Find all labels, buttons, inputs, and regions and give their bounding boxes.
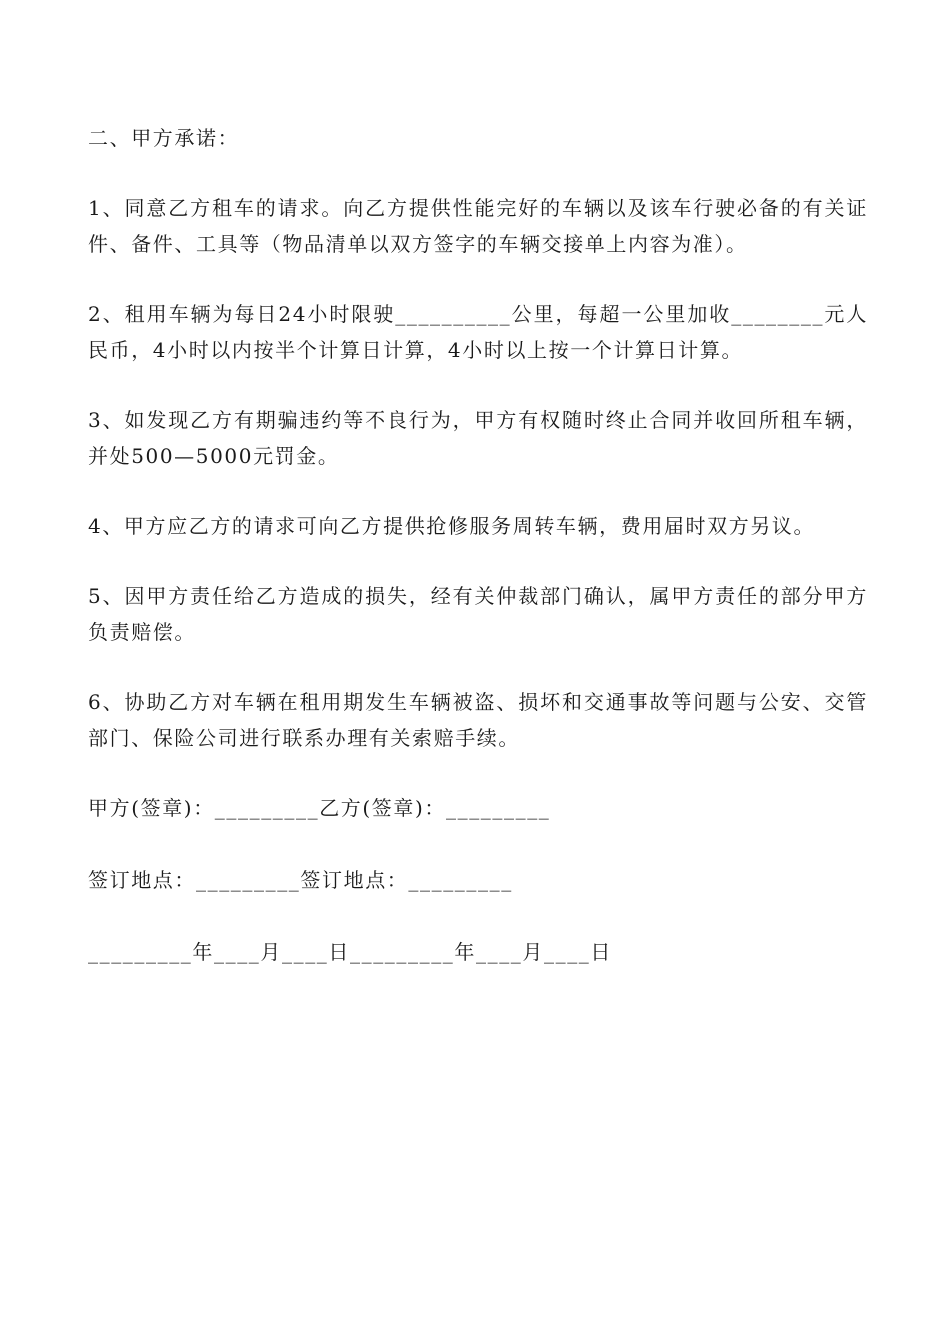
clause-6: 6、协助乙方对车辆在租用期发生车辆被盗、损坏和交通事故等问题与公安、交管部门、保险公司进行联系办理有关索赔手续。 xyxy=(88,690,868,750)
clause-5: 5、因甲方责任给乙方造成的损失，经有关仲裁部门确认，属甲方责任的部分甲方负责赔偿。 xyxy=(88,584,868,644)
signature-line: 甲方(签章)：_________乙方(签章)：_________ xyxy=(88,796,551,820)
clause-2: 2、租用车辆为每日24小时限驶__________公里，每超一公里加收________元人民币，4小时以内按半个计算日计算，4小时以上按一个计算日计算。 xyxy=(88,302,868,362)
clause-4: 4、甲方应乙方的请求可向乙方提供抢修服务周转车辆，费用届时双方另议。 xyxy=(88,514,816,538)
signing-place-line: 签订地点：_________签订地点：_________ xyxy=(88,868,513,892)
section-heading: 二、甲方承诺： xyxy=(88,126,240,150)
clause-1: 1、同意乙方租车的请求。向乙方提供性能完好的车辆以及该车行驶必备的有关证件、备件、工具等（物品清单以双方签字的车辆交接单上内容为准）。 xyxy=(88,196,868,256)
date-line: _________年____月____日_________年____月____日 xyxy=(88,940,612,964)
document-body xyxy=(88,120,868,1006)
clause-3: 3、如发现乙方有期骗违约等不良行为，甲方有权随时终止合同并收回所租车辆，并处500—5000元罚金。 xyxy=(88,408,868,468)
